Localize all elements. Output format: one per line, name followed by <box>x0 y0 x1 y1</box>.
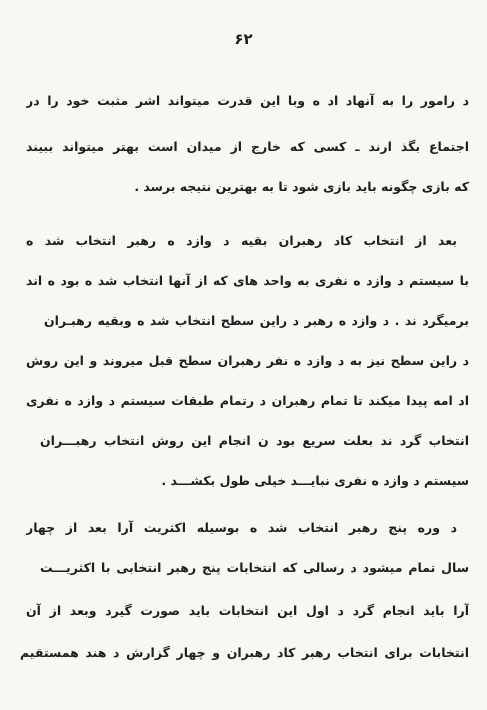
text-line: سال تمام میشود د رسالی که انتخابات پنج رهبر انتخابی با اکثریـــت <box>40 560 469 575</box>
text-line: سیستم د وازد ه نفری نبایـــد خیلی طول بکشـــد . <box>161 473 469 488</box>
text-line <box>80 179 469 195</box>
text-line: برمیگرد ند . د وازد ه رهبر د راین سطح انتخاب شد ه وبقیه رهبـران <box>44 313 469 328</box>
text-line: د رامور را به آنهاد اد ه وبا این قدرت میتواند اشر مثبت خود را در <box>26 93 469 108</box>
text-segment: اجتماع بگذ ارند ـ <box>346 139 469 154</box>
text-line: با سیستم د وازد ه نفری به واحد های که از آنها انتخاب شد ه بود ه اند <box>26 273 469 288</box>
page-number: ۶۲ <box>234 30 253 48</box>
underlined-text: کسی که خارج از میدان است بهتر میتواند ببیند <box>26 139 347 154</box>
underlined-text: که بازی چگونه باید بازی شود تا به بهترین نتیجه برسد . <box>134 179 469 194</box>
text-line: اد امه پیدا میکند تا تمام رهبران د رتمام طبقات سیستم د وازد ه نفری <box>26 393 469 408</box>
text-line: بعد از انتخاب کاد رهبران بقیه د وازد ه رهبر انتخاب شد ه <box>26 233 457 248</box>
text-line: انتخابات برای انتخاب رهبر کاد رهبران و چهار گزارش د هند همستقیم <box>20 645 469 660</box>
text-line <box>26 139 469 155</box>
text-line: د وره پنج رهبر انتخاب شد ه بوسیله اکثریت آرا بعد از چهار <box>26 520 457 535</box>
text-line: انتخاب گرد ند بعلت سریع بود ن انجام این روش انتخاب رهبـــران <box>40 433 469 448</box>
text-line: آرا باید انجام گرد د اول این انتخابات باید صورت گیرد وبعد از آن <box>26 603 469 618</box>
text-line: د راین سطح نیز به د وازد ه نفر رهبران سطح قبل میروند و این روش <box>26 353 469 368</box>
